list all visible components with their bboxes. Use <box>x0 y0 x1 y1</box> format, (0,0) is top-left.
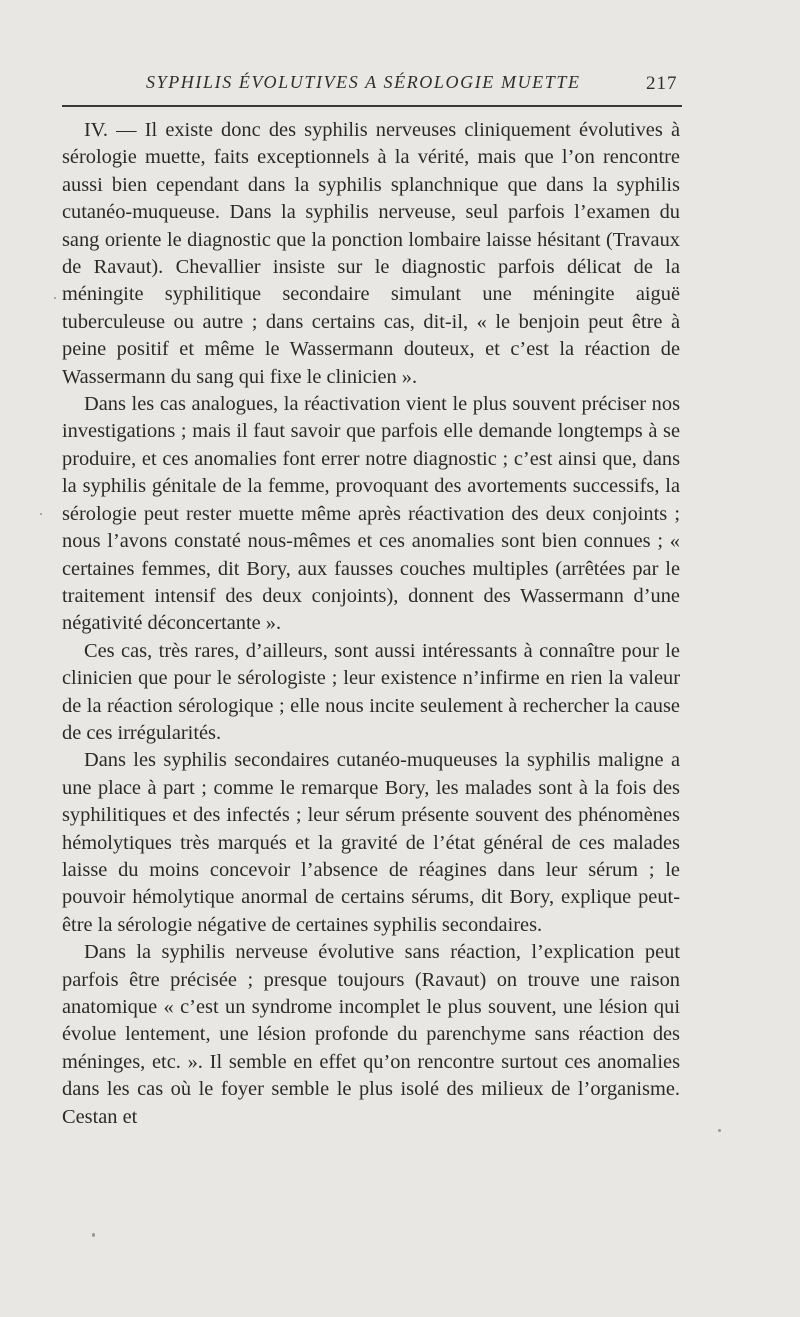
paragraph: Dans les syphilis secondaires cutanéo-muqueuses la syphilis maligne a une place à part ; comme le remarque Bory, les malades sont à la fois des syphilitiques et des infectés ; leur sérum présente souvent des phénomènes hémolytiques très marqués et la gravité de l’état général de ces malades laisse du moins concevoir l’absence de réagines dans leur sérum ; le pouvoir hémolytique anormal de certains sérums, dit Bory, explique peut-être la sérologie négative de certaines syphilis secondaires. <box>62 749 680 936</box>
body-text <box>62 117 680 1131</box>
paper-speck <box>718 1129 721 1132</box>
paper-speck <box>54 297 56 299</box>
page-number: 217 <box>646 73 678 94</box>
paragraph: Dans les cas analogues, la réactivation vient le plus souvent préciser nos investigations ; mais il faut savoir que parfois elle demande longtemps à se produire, et ces anomalies font errer notre diagnostic ; c’est ainsi que, dans la syphilis génitale de la femme, provoquant des avortements successifs, la sérologie peut rester muette même après réactivation des deux conjoints ; nous l’avons constaté nous-mêmes et ces anomalies sont bien connues ; « certaines femmes, dit Bory, aux fausses couches multiples (arrêtées par le traitement intensif des deux conjoints), donnent des Wassermann d’une négativité déconcertante ». <box>62 393 680 635</box>
paper-speck <box>40 513 42 515</box>
paragraph: Ces cas, très rares, d’ailleurs, sont aussi intéressants à connaître pour le clinicien que pour le sérologiste ; leur existence n’infirme en rien la valeur de la réaction sérologique ; elle nous incite seulement à rechercher la cause de ces irrégularités. <box>62 639 680 744</box>
header-rule <box>62 105 682 107</box>
running-head-title: SYPHILIS ÉVOLUTIVES A SÉROLOGIE MUETTE <box>146 72 581 92</box>
paper-speck <box>92 1233 95 1237</box>
paragraph: Dans la syphilis nerveuse évolutive sans réaction, l’explication peut parfois être précisée ; presque toujours (Ravaut) on trouve une raison anatomique « c’est un syndrome incomplet le plus souvent, une lésion qui évolue lentement, une lésion profonde du parenchyme sans réaction des méninges, etc. ». Il semble en effet qu’on rencontre surtout ces anomalies dans les cas où le foyer semble le plus isolé des milieux de l’organisme. Cestan et <box>62 941 680 1128</box>
paragraph: IV. — Il existe donc des syphilis nerveuses cliniquement évolutives à sérologie muette, faits exceptionnels à la vérité, mais que l’on rencontre aussi bien cependant dans la syphilis splanchnique que dans la syphilis cutanéo-muqueuse. Dans la syphilis nerveuse, seul parfois l’examen du sang oriente le diagnostic que la ponction lombaire laisse hésitant (Travaux de Ravaut). Chevallier insiste sur le diagnostic parfois délicat de la méningite syphilitique secondaire simulant une méningite aiguë tuberculeuse ou autre ; dans certains cas, dit-il, « le benjoin peut être à peine positif et même le Wassermann douteux, et c’est la réaction de Wassermann du sang qui fixe le clinicien ». <box>62 119 680 388</box>
